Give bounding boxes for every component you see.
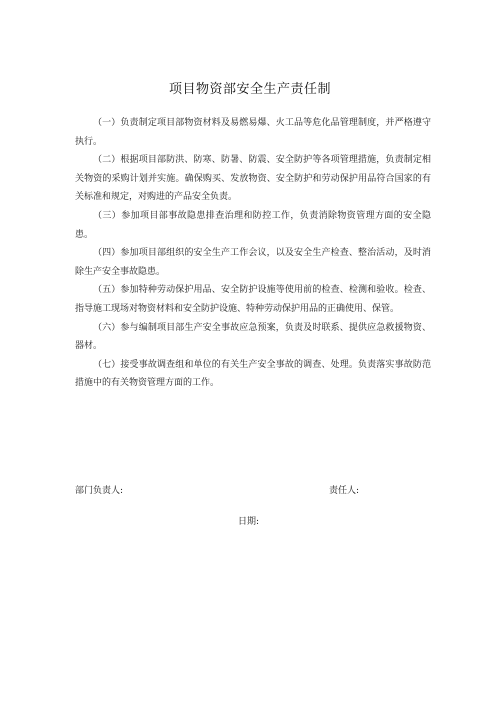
department-head-signature-label: 部门负责人:: [75, 486, 124, 496]
clause-1: （一）负责制定项目部物资材料及易燃易爆、火工品等危化品管理制度，并严格遵守执行。: [75, 118, 431, 147]
clause-7: （七）接受事故调查组和单位的有关生产安全事故的调查、处理。负责落实事故防范措施中的有关物资管理方面的工作。: [75, 359, 431, 389]
document-title: 项目物资部安全生产责任制: [168, 82, 331, 97]
clause-4: （四）参加项目部组织的安全生产工作会议，以及安全生产检查、整治活动，及时消除生产安全事故隐患。: [75, 248, 431, 277]
responsible-person-signature-label: 责任人:: [329, 486, 360, 496]
clause-6: （六）参与编制项目部生产安全事故应急预案，负责及时联系、提供应急救援物资、器材。: [75, 322, 431, 352]
document-body: [75, 114, 431, 393]
clause-5: （五）参加特种劳动保护用品、安全防护设施等使用前的检查、检测和验收。检查、指导施工现场对物资材料和安全防护设施、特种劳动保护用品的正确使用、保管。: [75, 285, 431, 314]
clause-2: （二）根据项目部防洪、防寒、防暑、防震、安全防护等各项管理措施，负责制定相关物资的采购计划并实施。确保购买、发放物资、安全防护和劳动保护用品符合国家的有关标准和规定，对购进的产品安全负责。: [75, 155, 431, 203]
date-label: 日期:: [238, 517, 260, 527]
clause-3: （三）参加项目部事故隐患排查治理和防控工作，负责消除物资管理方面的安全隐患。: [75, 210, 431, 240]
